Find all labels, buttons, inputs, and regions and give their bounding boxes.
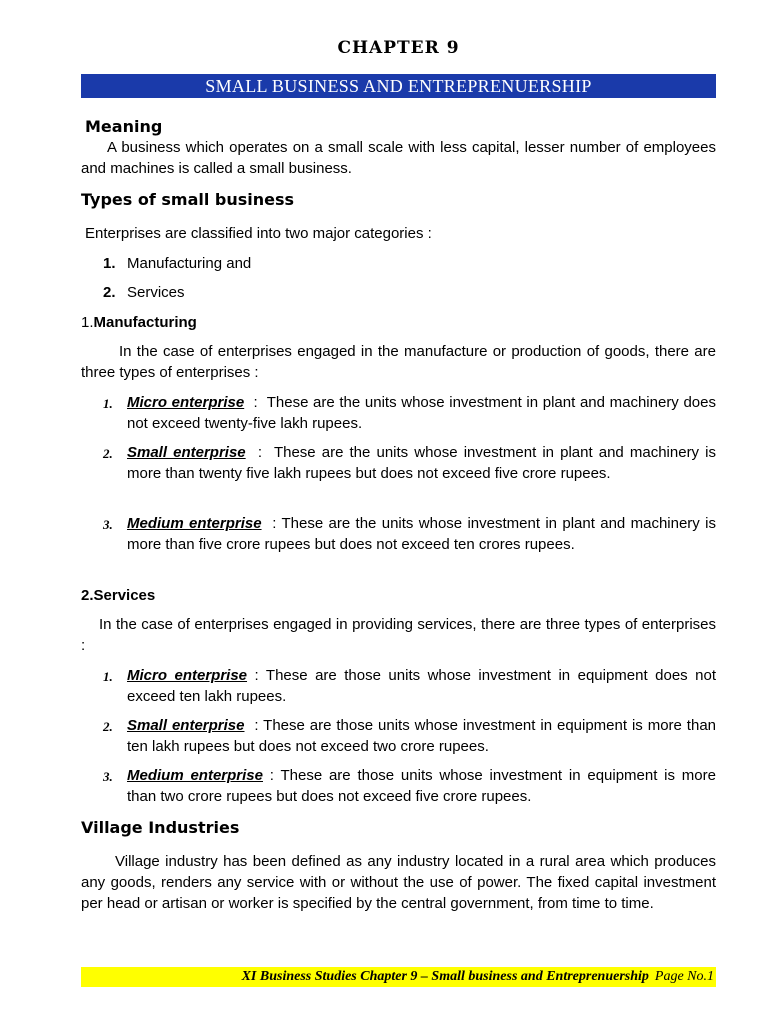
village-paragraph: Village industry has been defined as any industry located in a rural area which produces any goods, renders any service with or without the use of power. The fixed capital investment per head or artisan or worker is specified by the central government, from time to time. bbox=[81, 853, 716, 912]
services-item-small bbox=[103, 715, 716, 757]
enterprise-term: Medium enterprise bbox=[127, 515, 262, 532]
page-number: Page No.1 bbox=[654, 969, 714, 984]
types-intro: Enterprises are classified into two major categories : bbox=[85, 225, 432, 242]
category-item bbox=[103, 253, 251, 274]
list-marker: 2. bbox=[103, 719, 113, 734]
category-label: Manufacturing and bbox=[127, 255, 252, 272]
enterprise-definition: These are those units whose investment in equipment does not exceed ten lakh rupees. bbox=[127, 667, 717, 705]
category-item bbox=[103, 282, 185, 303]
enterprise-term: Micro enterprise bbox=[127, 667, 248, 684]
manufacturing-item-micro bbox=[103, 392, 716, 434]
manufacturing-intro: In the case of enterprises engaged in the manufacture or production of goods, there are three types of enterprises : bbox=[81, 343, 716, 381]
village-heading: Village Industries bbox=[81, 818, 240, 837]
services-item-micro bbox=[103, 665, 716, 707]
chapter-title-banner: SMALL BUSINESS AND ENTREPRENUERSHIP bbox=[81, 74, 716, 98]
term-separator: : bbox=[244, 717, 264, 734]
meaning-paragraph: A business which operates on a small scale with less capital, lesser number of employees and machines is called a small business. bbox=[81, 139, 716, 177]
services-heading bbox=[81, 585, 155, 606]
term-separator: : bbox=[247, 667, 266, 684]
enterprise-definition: These are the units whose investment in plant and machinery is more than five crore rupees but does not exceed ten crores rupees. bbox=[127, 515, 716, 553]
footer-title: XI Business Studies Chapter 9 – Small business and Entreprenuership bbox=[241, 969, 649, 984]
enterprise-term: Small enterprise bbox=[127, 444, 246, 461]
list-marker: 1. bbox=[103, 396, 113, 411]
document-page bbox=[81, 0, 716, 1024]
manufacturing-number: 1. bbox=[81, 314, 94, 331]
enterprise-definition: These are the units whose investment in plant and machinery does not exceed twenty-five lakh rupees. bbox=[127, 394, 716, 432]
services-item-medium bbox=[103, 765, 716, 807]
types-heading: Types of small business bbox=[81, 190, 295, 209]
term-separator: : bbox=[261, 515, 282, 532]
category-label: Services bbox=[127, 284, 185, 301]
meaning-heading: Meaning bbox=[85, 117, 163, 136]
enterprise-definition: These are the units whose investment in plant and machinery is more than twenty five lakh rupees but does not exceed five crore rupees. bbox=[127, 444, 716, 482]
manufacturing-heading bbox=[81, 312, 197, 333]
services-label: 2.Services bbox=[81, 587, 156, 604]
manufacturing-item-medium bbox=[103, 513, 716, 555]
category-number: 2. bbox=[103, 284, 116, 301]
chapter-label: CHAPTER 9 bbox=[337, 38, 460, 58]
enterprise-definition: These are those units whose investment in equipment is more than two crore rupees but does not exceed five crore rupees. bbox=[127, 767, 716, 805]
list-marker: 2. bbox=[103, 446, 113, 461]
services-intro: In the case of enterprises engaged in providing services, there are three types of enterprises : bbox=[81, 616, 716, 654]
list-marker: 3. bbox=[103, 517, 113, 532]
term-separator: : bbox=[263, 767, 281, 784]
manufacturing-label: Manufacturing bbox=[93, 314, 197, 331]
page-footer bbox=[81, 967, 716, 987]
list-marker: 3. bbox=[103, 769, 113, 784]
term-separator: : bbox=[244, 394, 267, 411]
list-marker: 1. bbox=[103, 669, 113, 684]
manufacturing-item-small bbox=[103, 442, 716, 484]
enterprise-term: Small enterprise bbox=[127, 717, 245, 734]
term-separator: : bbox=[245, 444, 274, 461]
category-number: 1. bbox=[103, 255, 116, 272]
enterprise-term: Medium enterprise bbox=[127, 767, 263, 784]
enterprise-term: Micro enterprise bbox=[127, 394, 245, 411]
enterprise-definition: These are those units whose investment in equipment is more than ten lakh rupees but does not exceed two crore rupees. bbox=[127, 717, 717, 755]
